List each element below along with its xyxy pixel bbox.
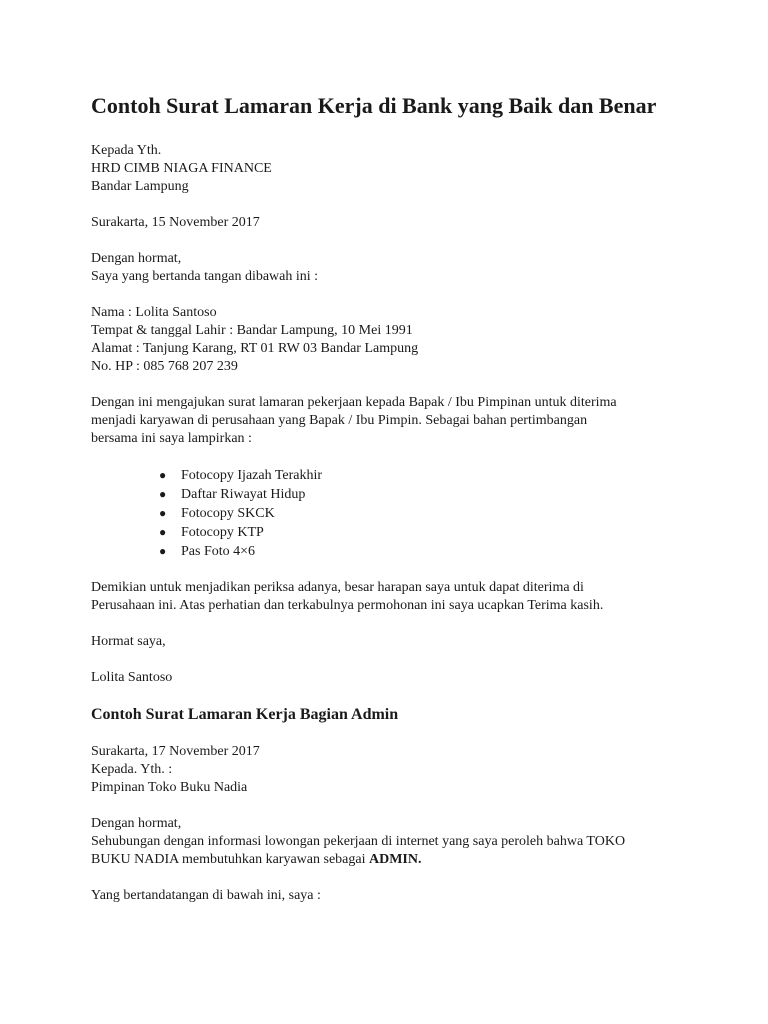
document-page — [91, 92, 691, 923]
bullet-icon: ● — [159, 506, 167, 520]
header-line: Kepada. Yth. : — [91, 762, 173, 777]
document-title: Contoh Surat Lamaran Kerja di Bank yang Baik dan Benar — [91, 93, 657, 118]
list-item-label: Fotocopy KTP — [181, 525, 264, 540]
regards-line — [91, 633, 691, 651]
attachment-list — [91, 466, 691, 561]
letter2-header — [91, 743, 691, 797]
list-item — [159, 504, 691, 523]
identity-line: Alamat : Tanjung Karang, RT 01 RW 03 Bandar Lampung — [91, 341, 419, 356]
paragraph-line — [91, 851, 691, 869]
paragraph-line: bersama ini saya lampirkan : — [91, 431, 252, 446]
bullet-icon: ● — [159, 525, 167, 539]
paragraph-line: Dengan ini mengajukan surat lamaran pekerjaan kepada Bapak / Ibu Pimpinan untuk diterima — [91, 395, 617, 410]
greeting-block — [91, 250, 691, 286]
identity-line: Tempat & tanggal Lahir : Bandar Lampung, 10 Mei 1991 — [91, 323, 413, 338]
signature-block — [91, 669, 691, 687]
section-subtitle: Contoh Surat Lamaran Kerja Bagian Admin — [91, 706, 399, 723]
list-item-label: Fotocopy SKCK — [181, 506, 275, 521]
intro-paragraph — [91, 394, 691, 448]
letter-date — [91, 214, 691, 232]
list-item-label: Daftar Riwayat Hidup — [181, 487, 306, 502]
signature-name: Lolita Santoso — [91, 670, 173, 685]
identity-block — [91, 304, 691, 376]
letter2-body — [91, 815, 691, 869]
recipient-line: Kepada Yth. — [91, 143, 162, 158]
header-line: Pimpinan Toko Buku Nadia — [91, 780, 248, 795]
paragraph-line: Yang bertandatangan di bawah ini, saya : — [91, 888, 321, 903]
greeting-line: Dengan hormat, — [91, 816, 182, 831]
greeting-line: Saya yang bertanda tangan dibawah ini : — [91, 269, 319, 284]
identity-line: Nama : Lolita Santoso — [91, 305, 217, 320]
bullet-icon: ● — [159, 544, 167, 558]
paragraph-text: BUKU NADIA membutuhkan karyawan sebagai — [91, 852, 369, 867]
regards-text: Hormat saya, — [91, 634, 166, 649]
list-item — [159, 523, 691, 542]
list-item-label: Fotocopy Ijazah Terakhir — [181, 468, 323, 483]
recipient-line: HRD CIMB NIAGA FINANCE — [91, 161, 272, 176]
paragraph-line: Perusahaan ini. Atas perhatian dan terkabulnya permohonan ini saya ucapkan Terima kasih. — [91, 598, 604, 613]
list-item — [159, 466, 691, 485]
date-line: Surakarta, 15 November 2017 — [91, 215, 260, 230]
paragraph-line: menjadi karyawan di perusahaan yang Bapak / Ibu Pimpin. Sebagai bahan pertimbangan — [91, 413, 588, 428]
bullet-icon: ● — [159, 487, 167, 501]
list-item — [159, 542, 691, 561]
recipient-block — [91, 142, 691, 196]
identity-line: No. HP : 085 768 207 239 — [91, 359, 238, 374]
paragraph-line: Sehubungan dengan informasi lowongan pekerjaan di internet yang saya peroleh bahwa TOKO — [91, 834, 626, 849]
bullet-icon: ● — [159, 468, 167, 482]
position-emphasis: ADMIN. — [369, 852, 422, 867]
closing-paragraph — [91, 579, 691, 615]
recipient-line: Bandar Lampung — [91, 179, 189, 194]
signatory-intro — [91, 887, 691, 905]
header-line: Surakarta, 17 November 2017 — [91, 744, 260, 759]
paragraph-line: Demikian untuk menjadikan periksa adanya, besar harapan saya untuk dapat diterima di — [91, 580, 584, 595]
list-item-label: Pas Foto 4×6 — [181, 544, 256, 559]
greeting-line: Dengan hormat, — [91, 251, 182, 266]
list-item — [159, 485, 691, 504]
